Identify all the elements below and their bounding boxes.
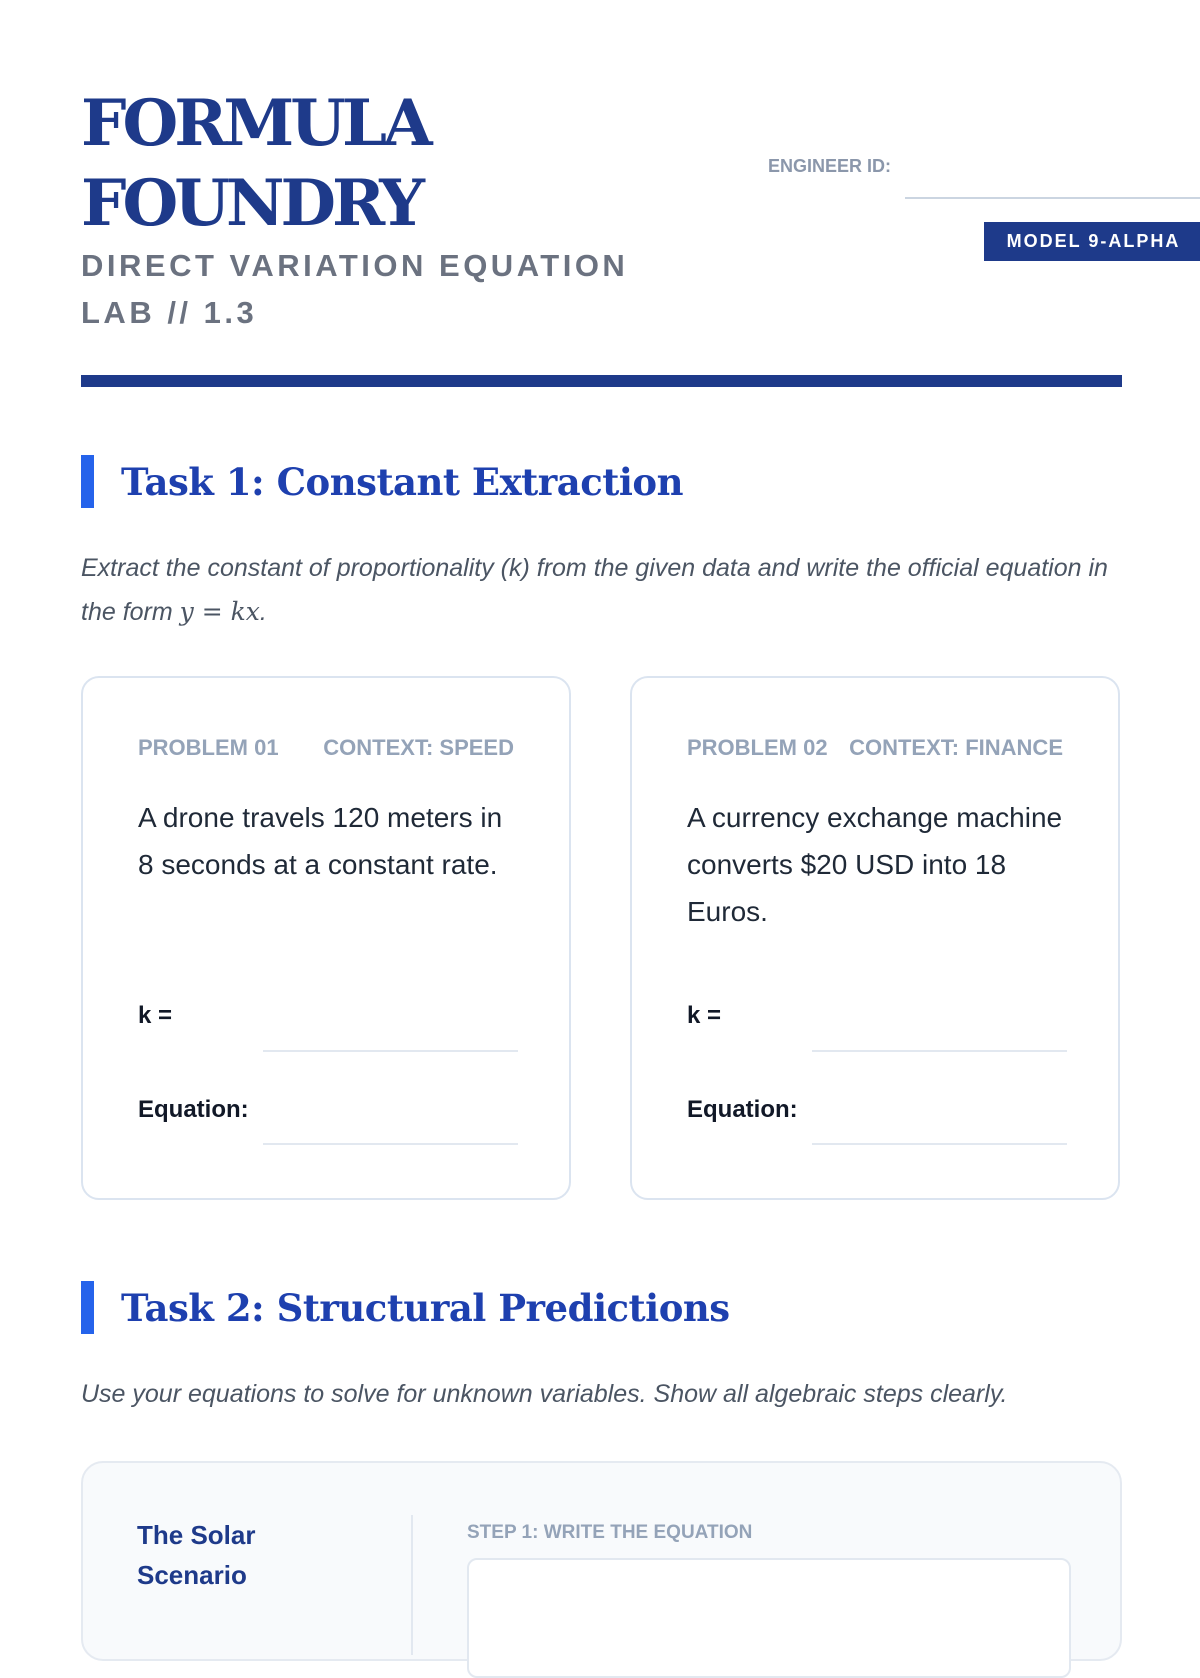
k-answer-field[interactable]: [263, 1050, 518, 1052]
k-label: k =: [138, 1002, 173, 1029]
task-2-heading: [81, 1281, 730, 1334]
engineer-id-label: ENGINEER ID:: [767, 156, 891, 176]
step-1-label: STEP 1: WRITE THE EQUATION: [467, 1522, 753, 1543]
equation-answer-field[interactable]: [263, 1143, 518, 1145]
problem-card-02: [630, 676, 1120, 1200]
section-accent-bar: [81, 1281, 94, 1334]
scenario-panel: [81, 1461, 1122, 1661]
step-1-answer-box[interactable]: [467, 1558, 1071, 1678]
equation-label: Equation:: [138, 1096, 249, 1123]
problem-meta: [687, 735, 1063, 761]
task-1-description-end: .: [259, 598, 267, 626]
model-badge: MODEL 9-ALPHA: [984, 222, 1200, 261]
task-1-title: Task 1: Constant Extraction: [121, 459, 683, 504]
worksheet-page: [81, 0, 1181, 1590]
lab-subtitle: DIRECT VARIATION EQUATION LAB // 1.3: [81, 248, 629, 330]
brand-title-line-2: FOUNDRY: [81, 166, 421, 241]
k-label: k =: [687, 1002, 722, 1029]
equation-answer-field[interactable]: [812, 1143, 1067, 1145]
engineer-id-field[interactable]: [905, 197, 1200, 199]
equation-form: y = kx: [179, 597, 260, 626]
problem-number: PROBLEM 01: [138, 735, 279, 760]
brand-title: [81, 84, 641, 244]
problem-card-01: [81, 676, 571, 1200]
scenario-title: The Solar Scenario: [137, 1520, 256, 1590]
problem-text: A drone travels 120 meters in 8 seconds at a constant rate.: [138, 802, 503, 880]
task-1-heading: [81, 455, 683, 508]
task-1-description: [81, 547, 1121, 634]
k-answer-field[interactable]: [812, 1050, 1067, 1052]
problem-context: CONTEXT: FINANCE: [849, 735, 1063, 760]
problem-context: CONTEXT: SPEED: [323, 735, 514, 760]
task-2-title: Task 2: Structural Predictions: [121, 1285, 730, 1330]
section-accent-bar: [81, 455, 94, 508]
task-2-description: Use your equations to solve for unknown variables. Show all algebraic steps clearly.: [81, 1380, 1008, 1408]
problem-number: PROBLEM 02: [687, 735, 828, 760]
scenario-divider: [411, 1515, 413, 1655]
task-1-description-text: Extract the constant of proportionality (k) from the given data and write the official equation in the form: [81, 554, 1108, 626]
brand-title-line-1: FORMULA: [81, 86, 429, 161]
worksheet-header: [81, 0, 1181, 395]
equation-label: Equation:: [687, 1096, 798, 1123]
problem-meta: [138, 735, 514, 761]
header-divider: [81, 375, 1122, 387]
problem-text: A currency exchange machine converts $20 USD into 18 Euros.: [687, 802, 1063, 927]
